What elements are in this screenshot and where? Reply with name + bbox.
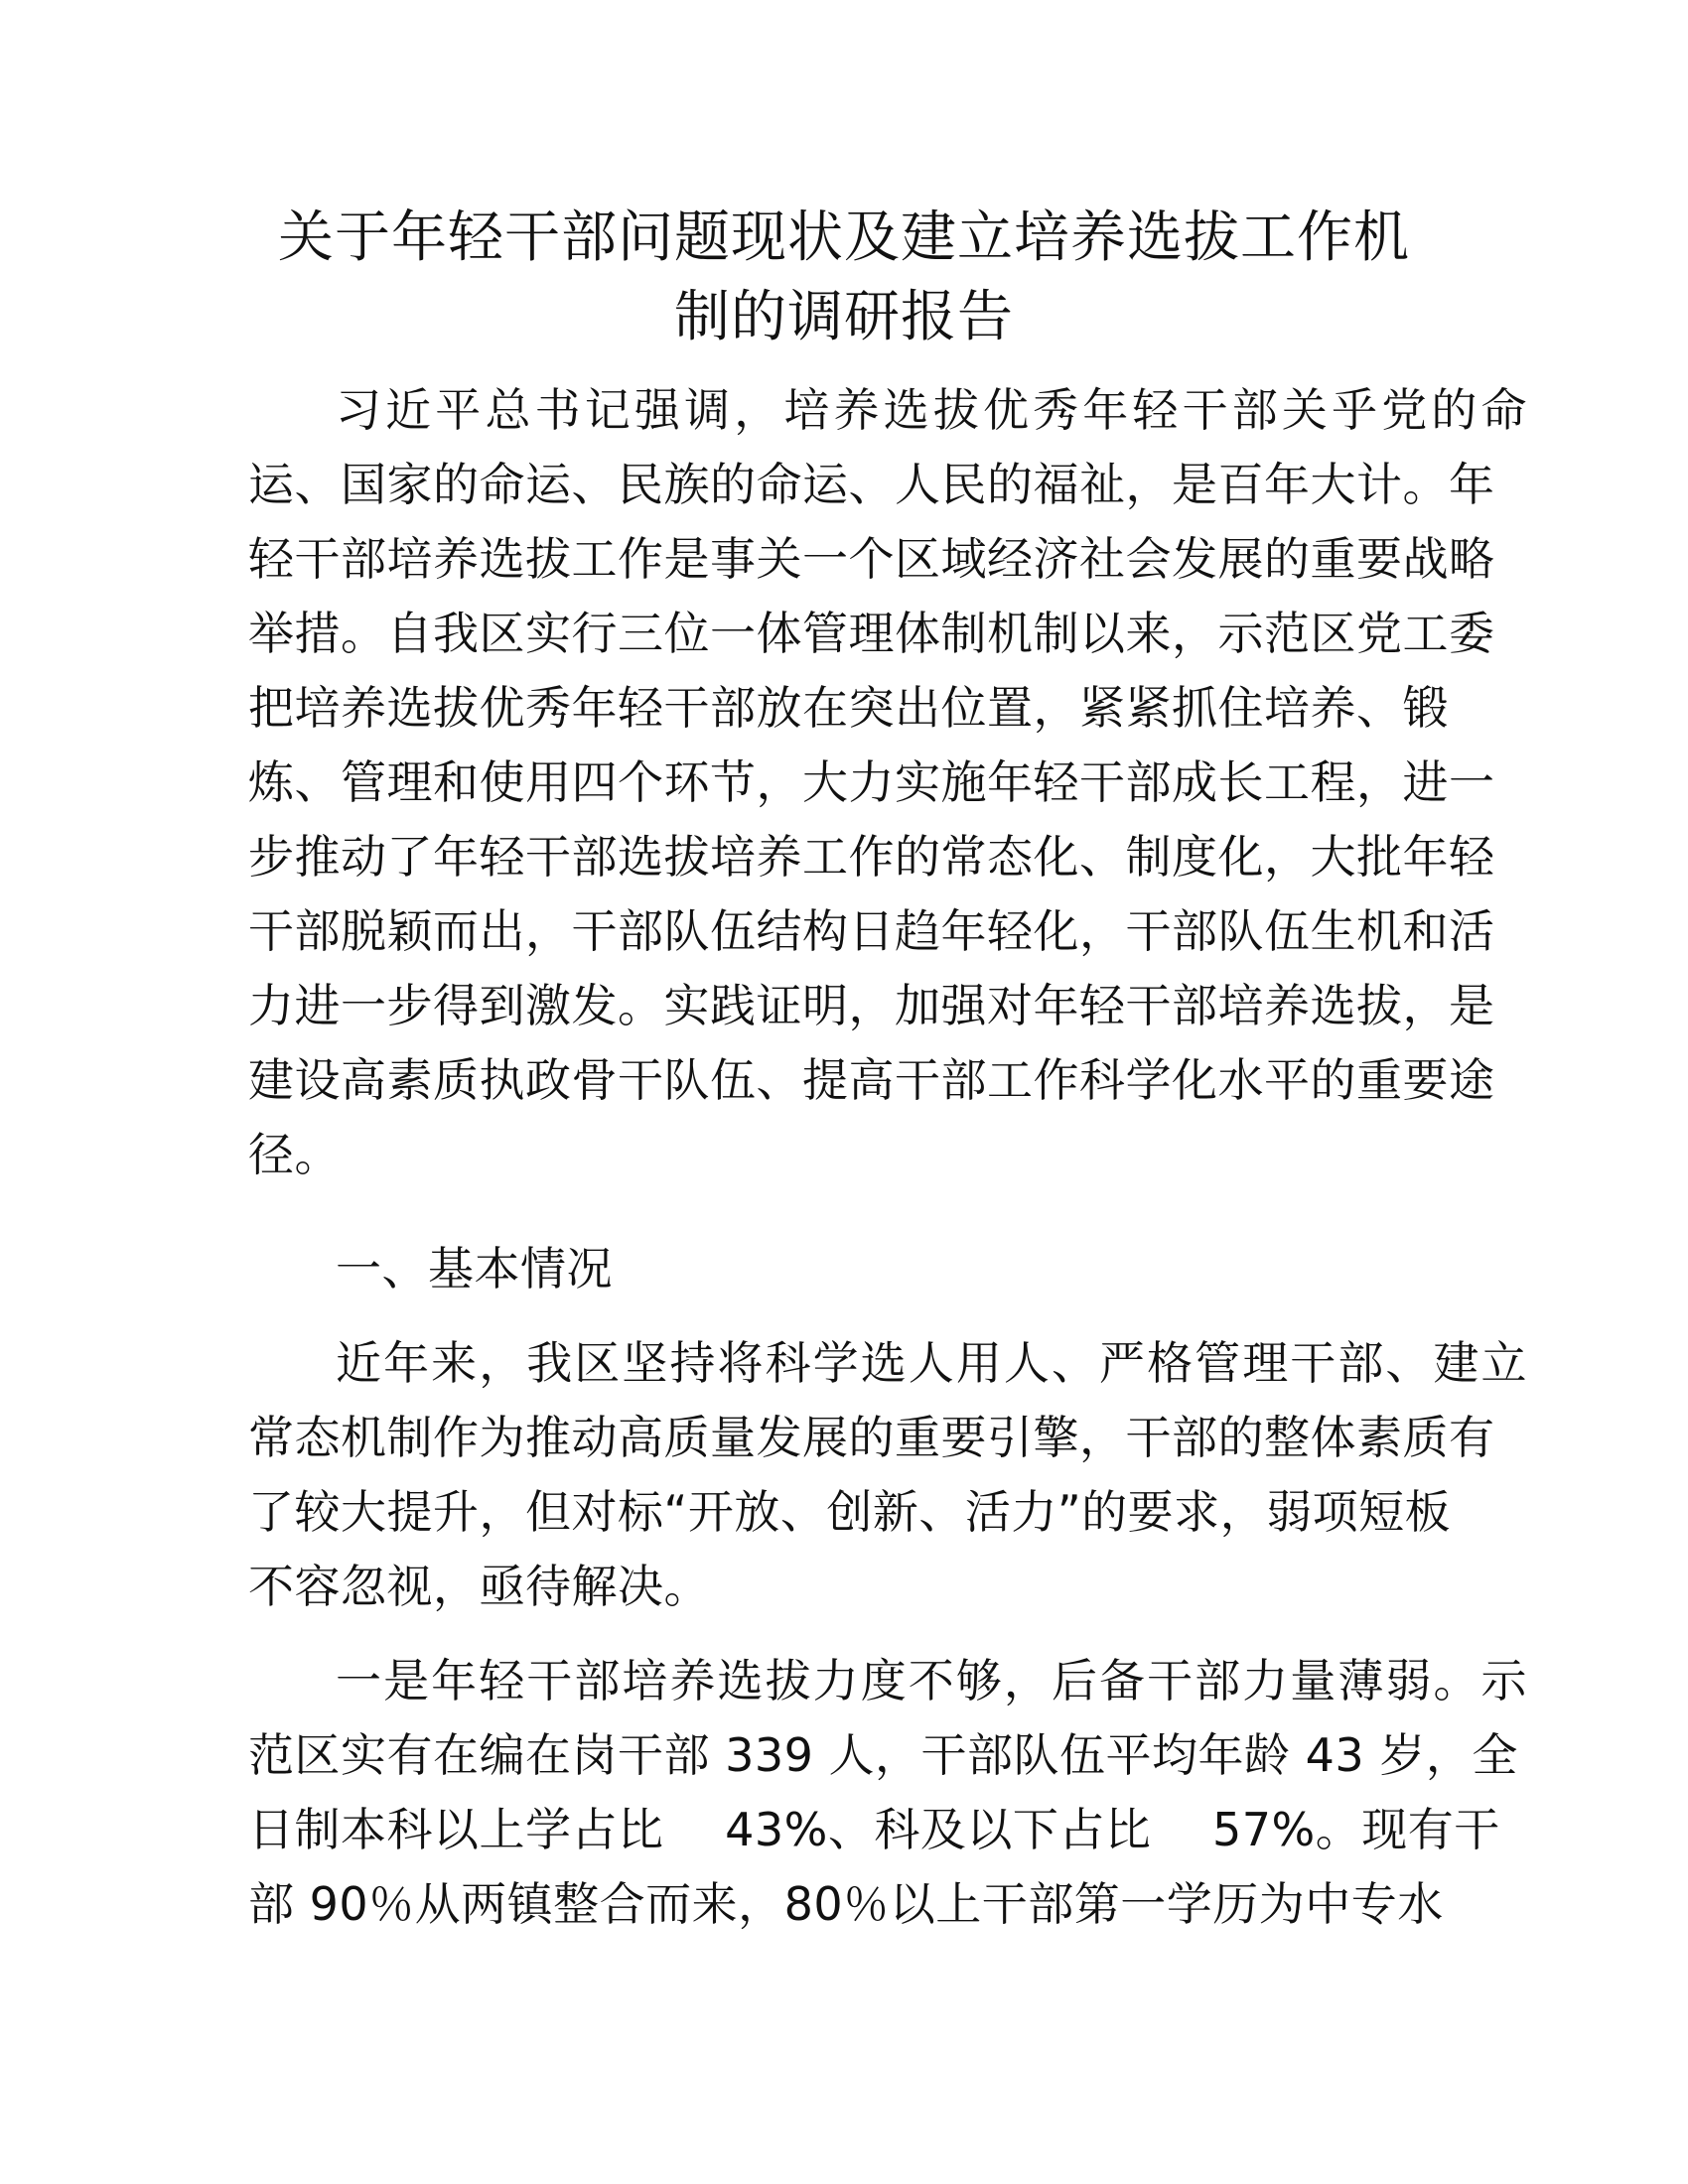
paragraph-1-line: 习近平总书记强调，培养选拔优秀年轻干部关乎党的命	[336, 383, 1527, 437]
paragraph-1-line: 炼、管理和使用四个环节，大力实施年轻干部成长工程，进一	[248, 755, 1495, 809]
paragraph-1-line: 把培养选拔优秀年轻干部放在突出位置，紧紧抓住培养、锻	[248, 681, 1449, 735]
section-heading: 一、基本情况	[336, 1242, 613, 1296]
paragraph-2-line: 了较大提升，但对标“开放、创新、活力”的要求，弱项短板	[248, 1485, 1452, 1539]
paragraph-1-line: 力进一步得到激发。实践证明，加强对年轻干部培养选拔，是	[248, 979, 1495, 1032]
paragraph-2-line: 近年来，我区坚持将科学选人用人、严格管理干部、建立	[336, 1336, 1527, 1390]
paragraph-1-line: 建设高素质执政骨干队伍、提高干部工作科学化水平的重要途	[248, 1053, 1495, 1107]
title-line: 关于年轻干部问题现状及建立培养选拔工作机	[278, 205, 1410, 270]
paragraph-3-line: 部 90％从两镇整合而来，80％以上干部第一学历为中专水	[248, 1877, 1444, 1931]
paragraph-3-line: 一是年轻干部培养选拔力度不够，后备干部力量薄弱。示	[336, 1654, 1527, 1707]
paragraph-1-line: 轻干部培养选拔工作是事关一个区域经济社会发展的重要战略	[248, 532, 1495, 586]
paragraph-2-line: 常态机制作为推动高质量发展的重要引擎，干部的整体素质有	[248, 1411, 1495, 1464]
paragraph-1-line: 举措。自我区实行三位一体管理体制机制以来，示范区党工委	[248, 607, 1495, 660]
paragraph-1-line: 干部脱颖而出，干部队伍结构日趋年轻化，干部队伍生机和活	[248, 904, 1495, 958]
title-line: 制的调研报告	[674, 285, 1014, 349]
paragraph-1-line: 径。	[248, 1128, 341, 1181]
paragraph-1-line: 运、国家的命运、民族的命运、人民的福祉，是百年大计。年	[248, 458, 1495, 511]
paragraph-1-line: 步推动了年轻干部选拔培养工作的常态化、制度化，大批年轻	[248, 830, 1495, 884]
paragraph-3-line: 范区实有在编在岗干部 339 人，干部队伍平均年龄 43 岁，全	[248, 1728, 1518, 1782]
document-title	[248, 199, 1440, 357]
paragraph-3-line: 日制本科以上学占比 43%、科及以下占比 57%。现有干	[248, 1803, 1500, 1856]
paragraph-2-line: 不容忽视，亟待解决。	[248, 1560, 710, 1613]
